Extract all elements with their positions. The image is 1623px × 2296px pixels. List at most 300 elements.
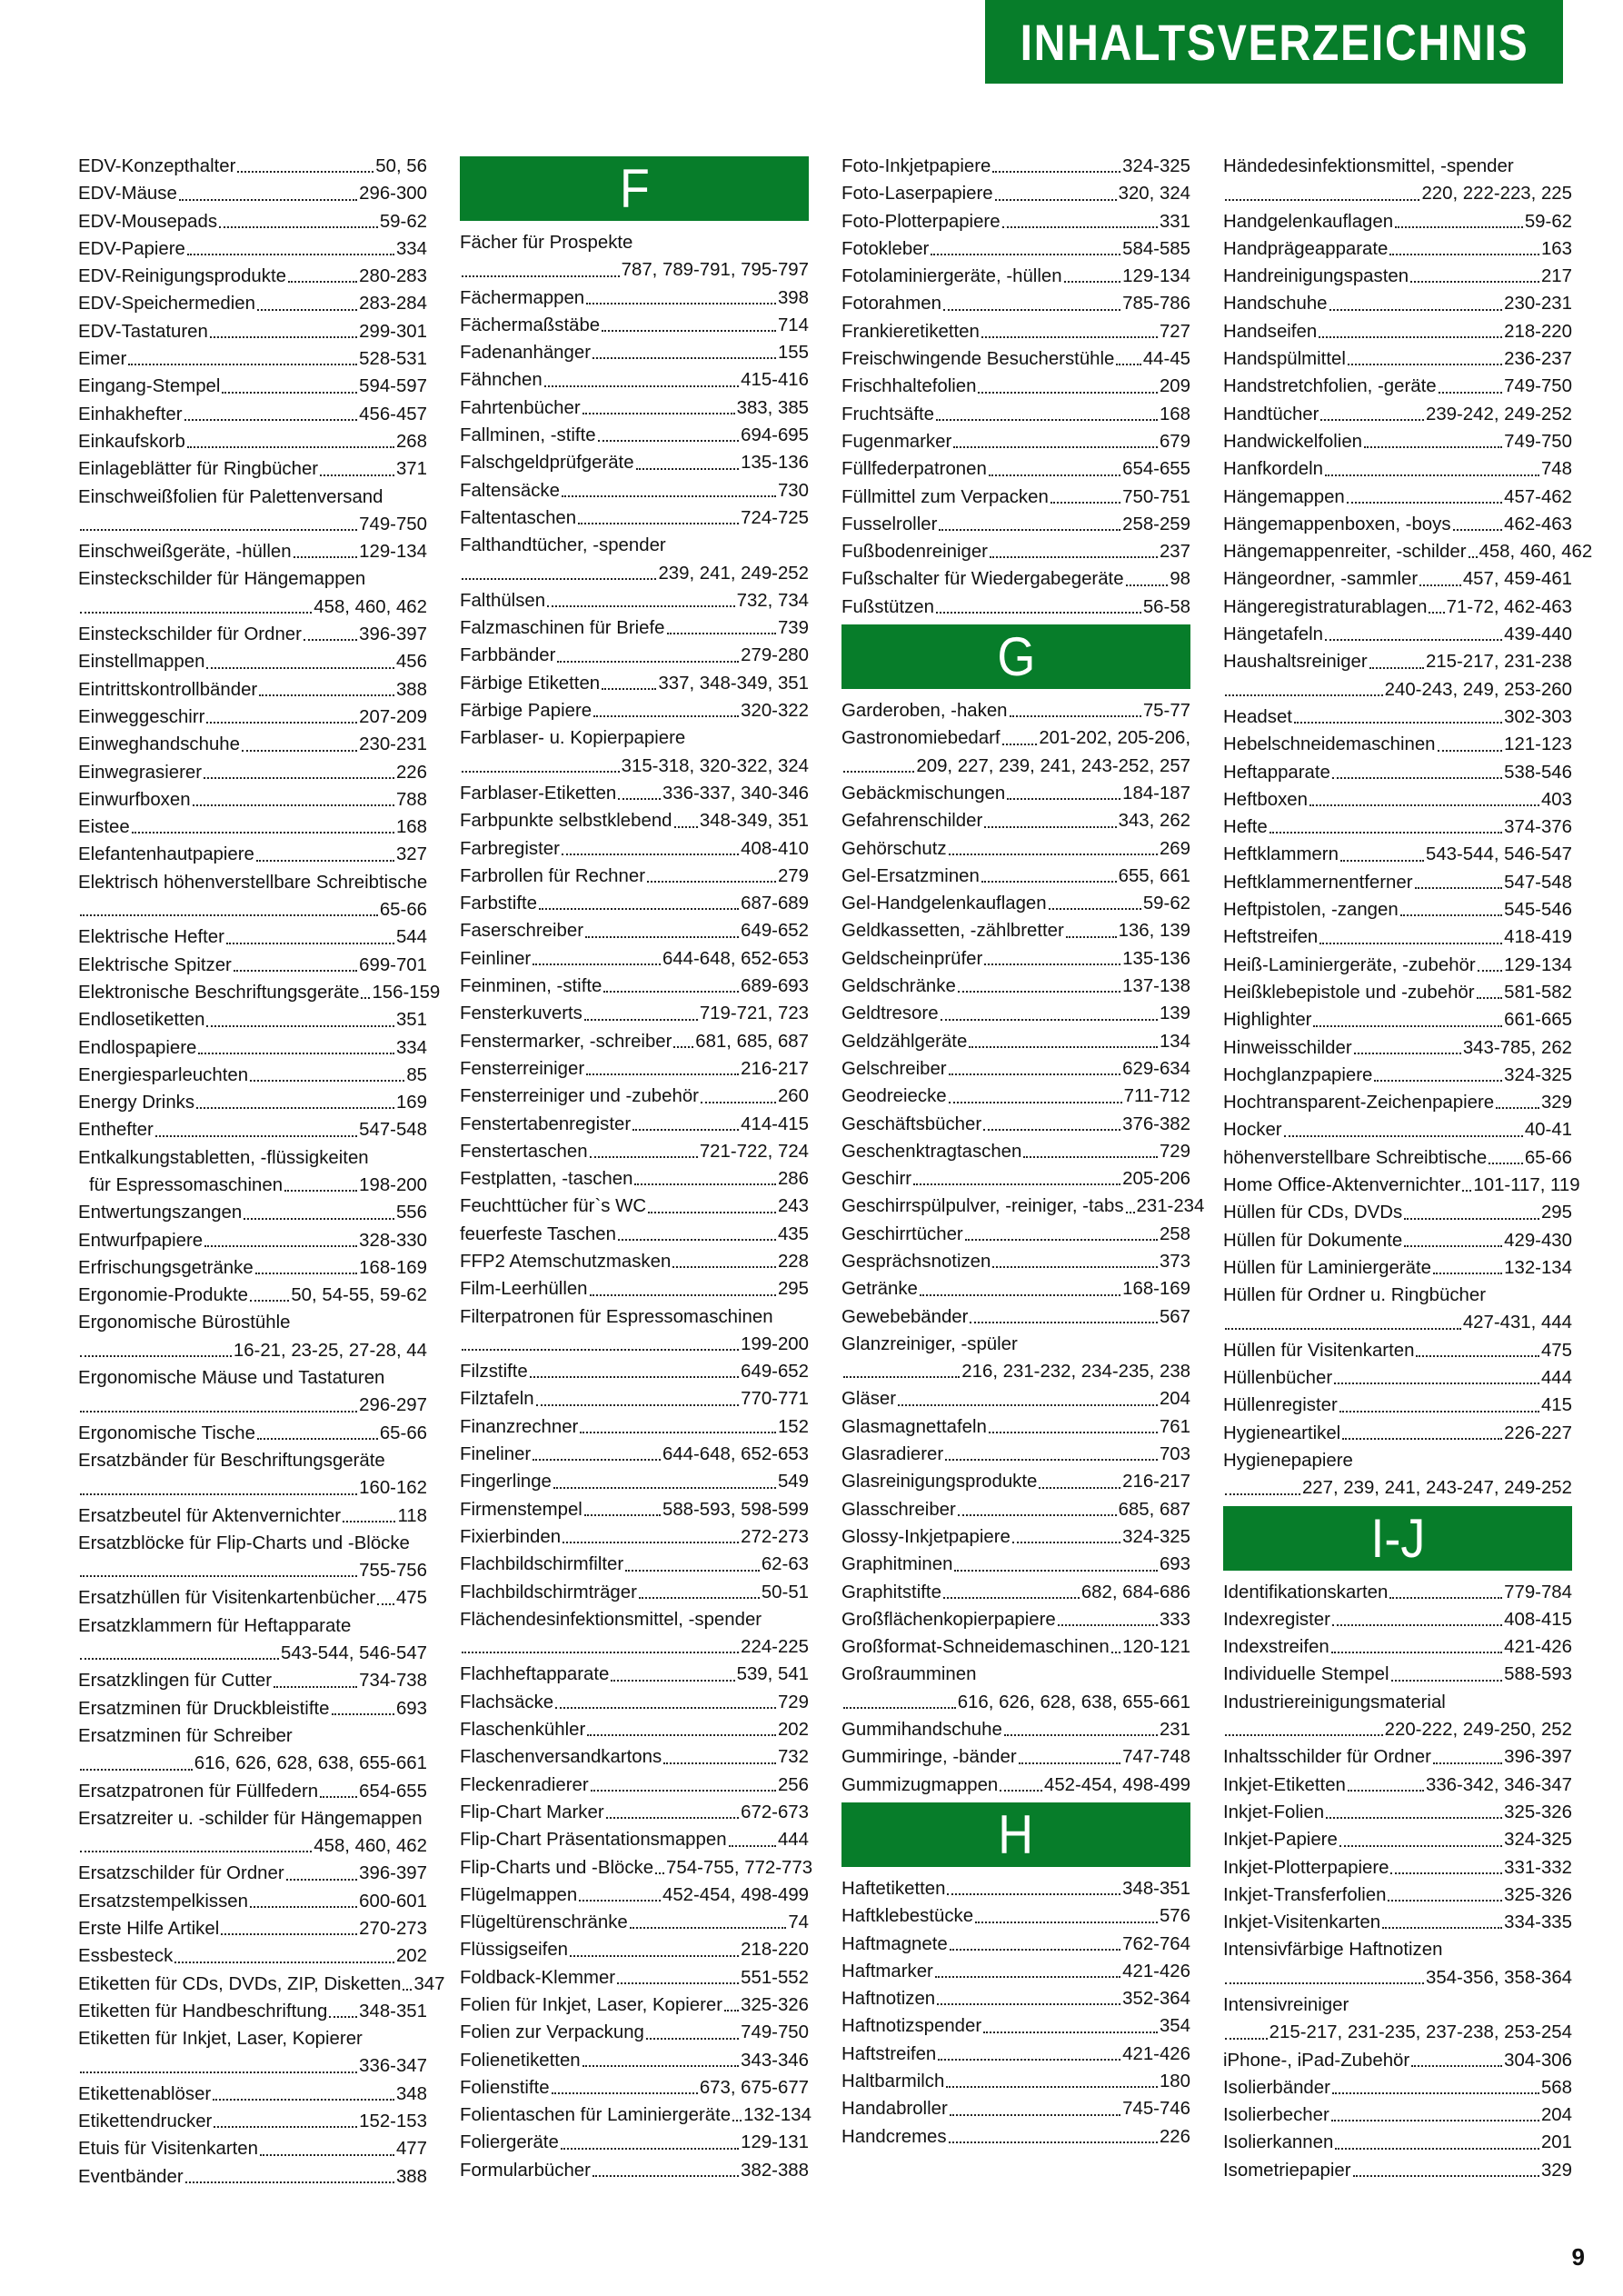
index-entry [460,1551,809,1578]
index-entry [1223,1392,1572,1419]
index-entry [1223,511,1572,538]
entry-term: Etikettenablöser [78,2083,212,2104]
dot-leader [898,1404,1158,1406]
index-entry [460,1633,809,1661]
index-entry [78,1172,427,1199]
entry-term: Inkjet-Etiketten [1223,1774,1346,1795]
entry-pages: 85 [406,1064,427,1085]
dot-leader [210,336,357,338]
entry-term: Gel-Ersatzminen [841,865,980,886]
dot-leader [184,419,358,421]
index-entry [460,1661,809,1688]
entry-term: Farbstifte [460,893,537,914]
index-entry [841,2123,1190,2151]
entry-term: Ersatzminen für Schreiber [78,1725,293,1746]
index-entry [1223,318,1572,345]
entry-pages: 693 [1159,1554,1190,1575]
dot-leader [204,777,394,779]
dot-leader [672,1266,776,1268]
index-entry [841,538,1190,565]
dot-leader [1319,336,1502,338]
entry-term: Hängemappenreiter, -schilder [1223,542,1467,563]
dot-leader [1353,2175,1539,2177]
index-entry [460,780,809,807]
entry-term: Inkjet-Folien [1223,1802,1325,1822]
dot-leader [981,881,1117,883]
entry-pages: 50, 56 [375,156,427,176]
entry-term: Fächermaßstäbe [460,314,601,335]
dot-leader [1415,887,1503,889]
index-entry [841,401,1190,428]
dot-leader [1332,2092,1539,2094]
dot-leader [1039,1487,1120,1489]
dot-leader [970,1322,1158,1323]
entry-term: Ersatzpatronen für Füllfedern [78,1781,319,1802]
index-entry [1223,1309,1572,1336]
dot-leader [1433,1273,1502,1274]
entry-pages: 218-220 [1504,321,1572,342]
entry-pages: 681, 685, 687 [695,1031,809,1052]
entry-term: Geschäftsbücher [841,1113,982,1134]
index-entry [460,1716,809,1743]
index-entry [841,1875,1190,1902]
entry-pages: 209 [1159,376,1190,397]
entry-pages: 687-689 [741,893,809,914]
entry-pages: 184-187 [1122,783,1190,804]
index-entry [78,1089,427,1116]
index-entry [841,1579,1190,1606]
entry-pages: 750-751 [1122,486,1190,507]
entry-pages: 230-231 [359,734,427,755]
entry-pages: 457-462 [1504,486,1572,507]
entry-term: Haftmarker [841,1961,933,1982]
entry-pages: 325-326 [1504,1802,1572,1822]
index-entry [841,1165,1190,1193]
entry-pages: 388 [395,2166,427,2187]
entry-term: Haftmagnete [841,1933,948,1954]
index-entry [460,863,809,890]
entry-term: Handcremes [841,2126,947,2147]
dot-leader [724,2010,739,2011]
entry-term: Hängeordner, -sammler [1223,569,1419,590]
index-entry [1223,676,1572,704]
dot-leader [1284,1135,1523,1137]
dot-leader [1058,1624,1158,1626]
index-entry [78,318,427,345]
entry-pages: 50-51 [761,1582,809,1602]
entry-term: Gummihandschuhe [841,1720,1002,1741]
entry-term: für Espressomaschinen [89,1174,284,1195]
index-entry [78,704,427,731]
entry-term: Headset [1223,706,1292,727]
index-entry [841,565,1190,593]
entry-term: Einwurfboxen [78,789,191,810]
index-entry [841,1331,1190,1358]
index-entry [1223,621,1572,648]
dot-leader [555,1707,776,1709]
dot-leader [1433,1762,1502,1764]
entry-term: Glasmagnettafeln [841,1416,987,1437]
entry-term: Heftpistolen, -zangen [1223,900,1399,921]
dot-leader [1331,1652,1502,1653]
entry-pages: 543-544, 546-547 [281,1643,427,1664]
dot-leader [648,1212,776,1213]
dot-leader [634,1183,776,1185]
index-entry [1223,704,1572,731]
entry-pages: 236-237 [1504,349,1572,370]
dot-leader [562,854,739,855]
entry-term: Geldscheinprüfer [841,948,983,969]
entry-pages: 421-426 [1504,1637,1572,1658]
dot-leader [632,1129,739,1131]
entry-term: Einschweißgeräte, -hüllen [78,542,292,563]
index-entry [78,1034,427,1062]
dot-leader [983,2031,1158,2033]
index-entry [78,2052,427,2080]
entry-pages: 227, 239, 241, 243-247, 249-252 [1301,1478,1572,1499]
entry-pages: 396-397 [1504,1747,1572,1768]
index-entry [841,1193,1205,1220]
entry-term: Inhaltsschilder für Ordner [1223,1747,1431,1768]
entry-pages: 217 [1540,266,1572,287]
entry-pages: 661-665 [1504,1010,1572,1031]
entry-term: Faltentaschen [460,507,577,528]
index-entry [1223,1579,1572,1606]
entry-pages: 120-121 [1122,1637,1190,1658]
index-entry [78,1420,427,1447]
entry-pages: 132-134 [743,2105,812,2126]
index-entry [78,1006,427,1033]
index-entry [1223,1006,1572,1033]
index-entry [460,1413,809,1441]
index-entry [1223,594,1572,621]
dot-leader [1004,1734,1158,1736]
entry-term: Inkjet-Visitenkarten [1223,1912,1381,1933]
entry-term: höhenverstellbare Schreibtische [1223,1147,1488,1168]
index-entry [460,312,809,339]
dot-leader [1410,281,1539,283]
dot-leader [674,826,698,828]
entry-term: Elefantenhautpapiere [78,844,254,865]
entry-pages: 168-169 [1122,1279,1190,1300]
entry-pages: 748 [1540,459,1572,480]
index-entry [841,1358,1190,1385]
dot-leader [544,385,739,387]
index-entry [841,1743,1190,1771]
entry-term: Glanzreiniger, -spüler [841,1333,1018,1354]
dot-leader [274,1686,357,1688]
index-entry [460,1854,813,1882]
index-entry [841,1303,1190,1331]
entry-pages: 202 [777,1720,809,1741]
entry-pages: 327 [395,844,427,865]
index-entry [841,1716,1190,1743]
entry-pages: 62-63 [761,1554,809,1575]
entry-term: Folienstifte [460,2077,550,2098]
entry-term: Etikettendrucker [78,2111,213,2132]
entry-pages: 337, 348-349, 351 [658,673,809,694]
index-entry [1223,1144,1572,1172]
entry-pages: 101-117, 119 [1473,1174,1580,1195]
entry-term: Flip-Charts und -Blöcke [460,1857,654,1878]
index-entry [841,724,1190,752]
entry-pages: 75-77 [1142,701,1190,722]
entry-pages: 231-234 [1136,1196,1205,1217]
dot-leader [320,474,394,476]
dot-leader [259,694,394,696]
dot-leader [1335,2148,1539,2150]
index-entry [1223,484,1572,511]
dot-leader [579,1900,661,1902]
entry-term: Ersatzbeutel für Aktenvernichter [78,1505,342,1526]
dot-leader [920,1294,1120,1296]
entry-pages: 376-382 [1122,1113,1190,1134]
entry-term: Ergonomische Tische [78,1423,255,1443]
index-entry [841,807,1190,834]
entry-pages: 655, 661 [1118,865,1190,886]
index-entry [460,1331,809,1358]
entry-term: Elektrisch höhenverstellbare Schreibtische [78,872,428,893]
entry-term: Gelschreiber [841,1058,947,1079]
entry-pages: 137-138 [1122,976,1190,997]
index-entry [841,208,1190,235]
index-entry [460,1221,809,1248]
entry-term: Inkjet-Papiere [1223,1830,1338,1851]
entry-pages: 584-585 [1122,238,1190,259]
dot-leader [1416,1355,1539,1357]
dot-leader [701,1102,776,1103]
dot-leader [193,804,394,806]
index-entry [841,263,1190,290]
entry-term: Fotokleber [841,238,930,259]
entry-pages: 682, 684-686 [1080,1582,1190,1602]
entry-term: Indexstreifen [1223,1637,1329,1658]
entry-term: Frischhaltefolien [841,376,977,397]
dot-leader [1354,1053,1461,1054]
entry-term: Fusselroller [841,514,938,534]
dot-leader [533,1459,661,1461]
index-entry [460,2129,809,2156]
dot-leader [1453,529,1503,531]
entry-term: Hygieneartikel [1223,1423,1341,1443]
entry-pages: 343, 262 [1118,811,1190,832]
index-entry [1223,2157,1572,2184]
index-entry [460,2074,809,2101]
dot-leader [1462,1190,1471,1192]
entry-pages: 129-134 [359,542,427,563]
entry-term: Flaschenversandkartons [460,1747,662,1768]
entry-term: Einlageblätter für Ringbücher [78,459,319,480]
index-entry [460,945,809,973]
entry-pages: 202 [395,1946,427,1967]
entry-pages: 226-227 [1504,1423,1572,1443]
entry-term: Haltbarmilch [841,2071,945,2091]
entry-term: Erste Hilfe Artikel [78,1919,220,1939]
dot-leader [1319,943,1502,944]
index-column-4 [1223,153,1593,2184]
dot-leader [1049,908,1141,910]
index-entry [841,1441,1190,1468]
entry-pages: 727 [1159,321,1190,342]
entry-term: Farblaser- u. Kopierpapiere [460,728,686,749]
entry-term: Handstretchfolien, -geräte [1223,376,1437,397]
entry-term: Glossy-Inkjetpapiere [841,1526,1011,1547]
entry-term: Hängemappen [1223,486,1345,507]
entry-term: Elektrische Hefter [78,927,224,948]
dot-leader [603,991,739,993]
dot-leader [1347,502,1502,504]
dot-leader [80,1769,193,1771]
index-entry [78,511,427,538]
entry-term: Flächendesinfektionsmittel, -spender [460,1609,762,1630]
index-entry [841,1633,1190,1661]
dot-leader [80,1851,312,1852]
dot-leader [578,523,739,524]
entry-pages: 770-771 [741,1389,809,1410]
dot-leader [1313,1025,1502,1027]
entry-pages: 336-342, 346-347 [1426,1774,1572,1795]
dot-leader [1389,254,1539,255]
dot-leader [989,474,1120,476]
dot-leader [1331,2120,1539,2121]
entry-term: Folien für Inkjet, Laser, Kopierer [460,1995,723,2015]
entry-pages: 279-280 [741,645,809,666]
dot-leader [1390,1872,1502,1874]
entry-pages: 444 [777,1830,809,1851]
entry-term: Isolierbänder [1223,2077,1330,2098]
index-entry [841,890,1190,917]
entry-term: Einkaufskorb [78,431,185,452]
entry-term: Fixierbinden [460,1526,562,1547]
entry-term: Einschweißfolien für Palettenversand [78,486,383,507]
entry-pages: 732, 734 [736,590,809,611]
dot-leader [592,2175,739,2177]
index-entry [78,952,427,979]
entry-pages: 328-330 [359,1230,427,1251]
entry-term: Feinminen, -stifte [460,976,602,997]
dot-leader [1429,612,1444,614]
index-entry [460,560,809,587]
entry-term: Erfrischungsgetränke [78,1257,254,1278]
entry-pages: 616, 626, 628, 638, 655-661 [957,1692,1190,1712]
entry-term: Heftklammern [1223,844,1339,865]
index-entry [841,1083,1190,1110]
dot-leader [992,171,1120,173]
dot-leader [462,275,620,277]
entry-pages: 268 [395,431,427,452]
entry-pages: 699-701 [359,954,427,975]
index-entry [1223,648,1572,675]
index-entry [78,1778,427,1805]
dot-leader [179,199,357,201]
entry-term: Ersatzklammern für Heftapparate [78,1615,352,1636]
dot-leader [250,1080,404,1082]
dot-leader [222,392,357,394]
entry-term: Hygienepapiere [1223,1450,1353,1471]
dot-leader [667,633,776,634]
dot-leader [958,991,1120,993]
dot-leader [1439,392,1503,394]
index-entry [460,1028,809,1055]
entry-term: Handschuhe [1223,294,1328,314]
entry-pages: 649-652 [741,1362,809,1383]
index-entry [1223,208,1572,235]
entry-pages: 383, 385 [736,397,809,418]
entry-term: Ersatzklingen für Cutter [78,1671,273,1692]
entry-pages: 475 [395,1588,427,1609]
entry-term: Fächer für Prospekte [460,233,633,253]
section-letter-header [841,624,1190,689]
dot-leader [552,2092,698,2094]
entry-pages: 477 [395,2139,427,2160]
entry-pages: 155 [777,343,809,364]
index-entry [841,1468,1190,1495]
entry-term: Graphitminen [841,1554,953,1575]
index-entry [1223,896,1572,923]
dot-leader [198,1053,394,1054]
entry-term: Ergonomische Bürostühle [78,1313,291,1333]
dot-leader [557,661,739,663]
dot-leader [983,1129,1120,1131]
index-entry [78,1942,427,1970]
entry-pages: 256 [777,1774,809,1795]
entry-pages: 299-301 [359,321,427,342]
entry-pages: 543-544, 546-547 [1426,844,1572,865]
index-entry [78,1722,427,1750]
dot-leader [1010,715,1141,717]
dot-leader [80,612,312,614]
dot-leader [250,1300,289,1302]
entry-pages: 156-159 [372,982,441,1003]
entry-term: Gehörschutz [841,838,947,859]
entry-term: Handgelenkauflagen [1223,211,1394,232]
dot-leader [1066,936,1117,938]
dot-leader [950,2114,1120,2116]
index-entry [78,1282,427,1309]
entry-term: Entwertungszangen [78,1203,243,1223]
index-entry [1223,153,1572,180]
index-entry [78,1750,427,1777]
entry-term: Glasradierer [841,1444,944,1465]
entry-term: Folien zur Verpackung [460,2022,644,2043]
index-entry [460,1111,809,1138]
entry-term: Hüllen für Ordner u. Ringbücher [1223,1285,1487,1306]
dot-leader [1325,639,1502,641]
entry-pages: 16-21, 23-25, 27-28, 44 [233,1340,427,1361]
dot-leader [204,1245,357,1247]
section-letter-header [841,1802,1190,1867]
index-entry [78,345,427,373]
section-letter-header [460,156,809,221]
dot-leader [655,1872,664,1874]
index-entry [460,1055,809,1083]
entry-term: Flüssigseifen [460,1940,568,1961]
index-entry [1223,2074,1572,2101]
dot-leader [938,2059,1120,2061]
dot-leader [242,750,357,752]
dot-leader [1342,1438,1502,1440]
entry-pages: 415 [1540,1395,1572,1416]
entry-term: Endlospapiere [78,1037,197,1058]
entry-term: Ersatzminen für Druckbleistifte [78,1698,330,1719]
dot-leader [843,1376,960,1378]
index-entry [1223,345,1572,373]
entry-pages: 239, 241, 249-252 [658,563,809,584]
index-entry [841,1221,1190,1248]
index-entry [78,1364,427,1392]
index-entry [841,1413,1190,1441]
entry-term: feuerfeste Taschen [460,1223,616,1244]
